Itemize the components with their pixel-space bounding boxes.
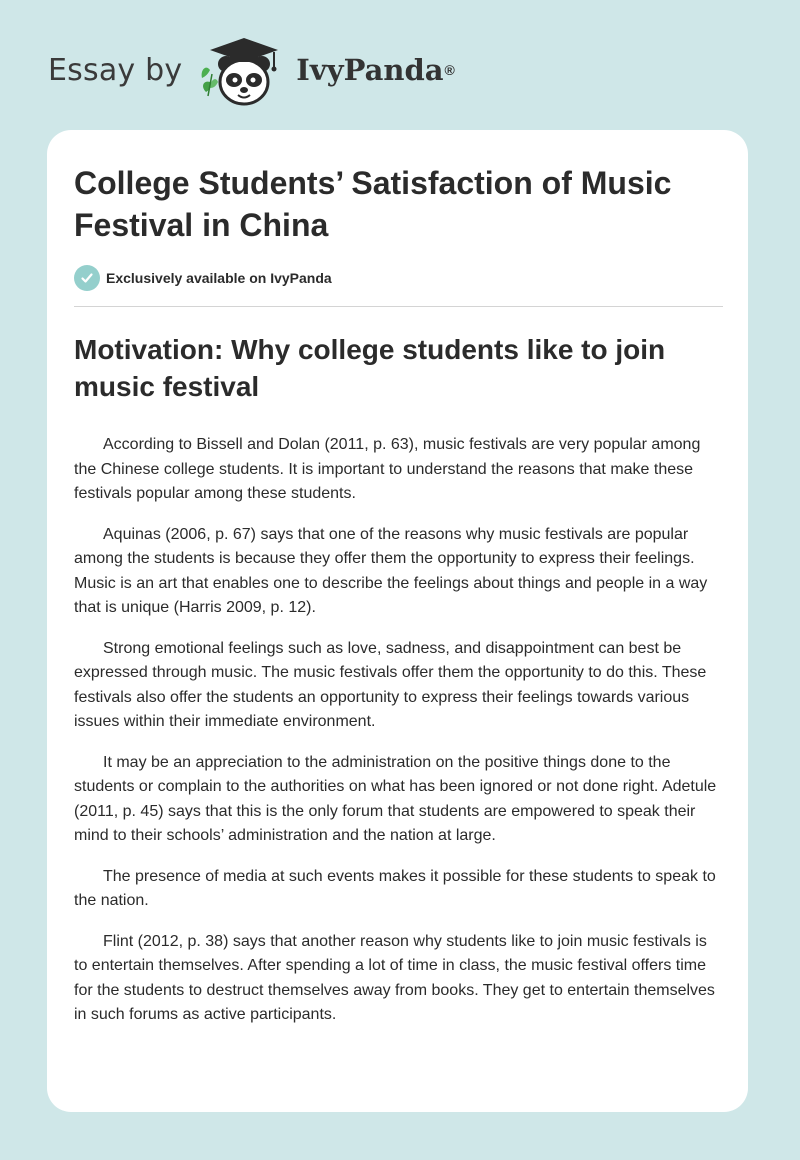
site-logo[interactable] bbox=[48, 30, 455, 110]
essay-body bbox=[74, 433, 723, 1028]
registered-mark: ® bbox=[444, 62, 455, 78]
paragraph: Strong emotional feelings such as love, sadness, and disappointment can best be expressed through music. The music festivals offer them the opportunity to do this. These festivals also offer the students an opportunity to express their feelings towards various issues within their immediate environment. bbox=[74, 639, 707, 730]
brand-prefix: Essay by bbox=[48, 52, 183, 88]
divider bbox=[74, 306, 723, 307]
paragraph: According to Bissell and Dolan (2011, p. 63), music festivals are very popular among the Chinese college students. It is important to understand the reasons that make these festivals popular among these students. bbox=[74, 436, 701, 502]
section-heading: Motivation: Why college students like to join music festival bbox=[74, 334, 666, 402]
paragraph: Aquinas (2006, p. 67) says that one of the reasons why music festivals are popular among the students is because they offer them the opportunity to express their feelings. Music is an art that enables one to describe the feelings about things and people in a way that is unique (Harris 2009, p. 12). bbox=[74, 525, 708, 616]
paragraph: Flint (2012, p. 38) says that another reason why students like to join music festivals is to entertain themselves. After spending a lot of time in class, the music festival offers time for the students to destruct themselves away from books. They get to entertain themselves in such forums as active participants. bbox=[74, 932, 715, 1023]
brand-name: IvyPanda bbox=[296, 53, 444, 87]
check-icon bbox=[74, 265, 100, 291]
exclusive-label: Exclusively available on IvyPanda bbox=[106, 270, 332, 286]
panda-graduate-icon bbox=[196, 30, 292, 110]
essay-content bbox=[74, 162, 723, 1044]
page-title: College Students’ Satisfaction of Music Festival in China bbox=[74, 165, 672, 243]
exclusive-notice bbox=[74, 264, 723, 292]
paragraph: The presence of media at such events makes it possible for these students to speak to the nation. bbox=[74, 867, 716, 909]
essay-card bbox=[47, 130, 748, 1112]
paragraph: It may be an appreciation to the administration on the positive things done to the students or complain to the authorities on what has been ignored or not done right. Adetule (2011, p. 45) says that this is the only forum that students are empowered to speak their mind to their schools’ administration and the nation at large. bbox=[74, 753, 717, 844]
